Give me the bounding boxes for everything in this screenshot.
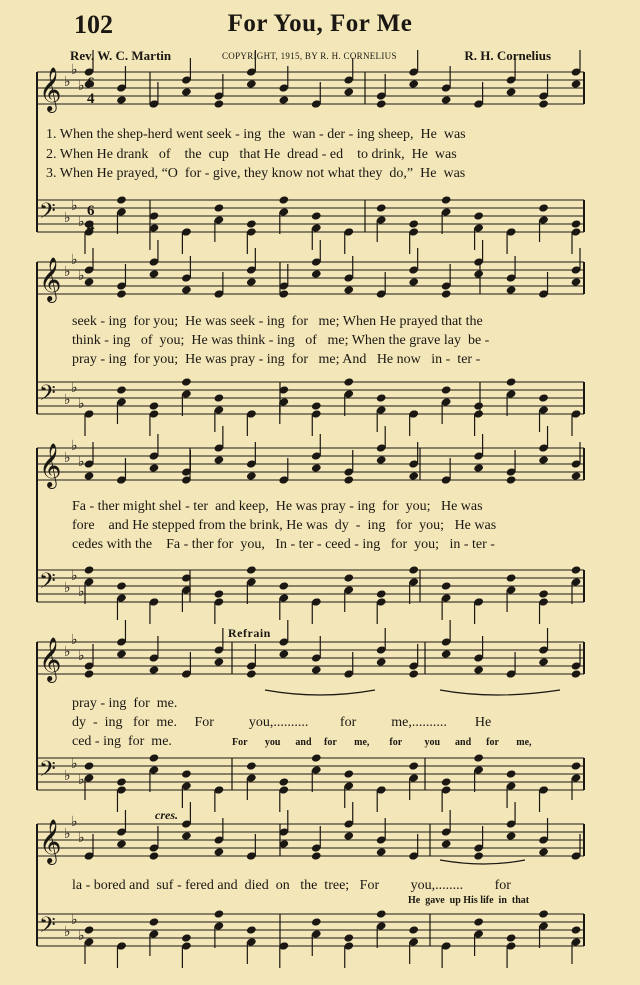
refrain-marking: Refrain [228,626,271,640]
note-head [538,455,549,464]
note-head [213,589,224,598]
note-head [84,761,95,770]
note-head [246,79,257,88]
note-head [311,851,322,860]
flat-sign: ♭ [71,912,78,928]
note-head [376,909,387,918]
flat-sign: ♭ [71,62,78,78]
note-head [376,203,387,212]
note-head [116,581,127,590]
note-head [116,95,127,104]
flat-sign: ♭ [78,268,85,284]
note-head [408,565,419,574]
note-head [213,393,224,402]
note-head [246,925,257,934]
note-head [311,211,322,220]
flat-sign: ♭ [64,392,71,408]
note-head [376,657,387,666]
note-head [116,195,127,204]
note-head [571,471,582,480]
note-head [213,455,224,464]
note-head [149,851,160,860]
flat-sign: ♭ [78,214,85,230]
flat-sign: ♭ [78,772,85,788]
note-head [343,769,354,778]
composer: R. H. Cornelius [464,48,551,63]
lyric-line: think - ing of you; He was think - ing of me; When the grave lay be - [72,333,490,348]
flat-sign: ♭ [71,438,78,454]
note-head [181,285,192,294]
bass-clef: 𝄢 [39,757,56,787]
lyric-line: 1. When the shep-herd went seek - ing the wan - der - ing sheep, He was [46,127,466,142]
note-head [149,269,160,278]
note-head [408,277,419,286]
note-head [246,471,257,480]
note-head [116,649,127,658]
note-head [538,909,549,918]
flat-sign: ♭ [64,74,71,90]
flat-sign: ♭ [78,396,85,412]
note-head [376,99,387,108]
note-head [213,203,224,212]
note-head [473,401,484,410]
note-head [408,471,419,480]
lyric-line: seek - ing for you; He was seek - ing for me; When He prayed that the [72,314,483,329]
note-head [571,669,582,678]
note-head [506,831,517,840]
note-head [408,219,419,228]
crescendo-marking: cres. [155,808,178,822]
lyric-line: cedes with the Fa - ther for you, In - ter - ceed - ing for you; in - ter - [72,537,495,552]
flat-sign: ♭ [71,756,78,772]
flat-sign: ♭ [71,380,78,396]
note-head [213,909,224,918]
note-head [246,277,257,286]
note-head [213,847,224,856]
note-head [571,565,582,574]
note-head [441,385,452,394]
note-head [571,277,582,286]
note-head [571,79,582,88]
note-head [473,851,484,860]
note-head [473,269,484,278]
note-head [213,657,224,666]
note-head [408,669,419,678]
note-head [441,649,452,658]
note-head [246,219,257,228]
note-head [343,285,354,294]
note-head [473,463,484,472]
note-head [376,847,387,856]
copyright-notice: COPYRIGHT, 1915, BY R. H. CORNELIUS [222,51,397,61]
note-head [343,475,354,484]
note-head [408,79,419,88]
note-head [571,761,582,770]
flat-sign: ♭ [64,826,71,842]
lyric-line: Fa - ther might shel - ter and keep, He was pray - ing for you; He was [72,499,483,514]
flat-sign: ♭ [78,78,85,94]
note-head [246,669,257,678]
note-head [538,203,549,212]
note-head [506,87,517,96]
note-head [343,933,354,942]
note-head [246,565,257,574]
lyric-line: dy - ing for me. For you,.......... for me,.......... He [72,715,492,730]
note-head [311,401,322,410]
note-head [116,777,127,786]
flat-sign: ♭ [78,648,85,664]
bass-clef: 𝄢 [39,913,56,943]
note-head [116,839,127,848]
note-head [408,925,419,934]
lyric-line-small: He gave up His life in that [408,895,530,906]
note-head [473,211,484,220]
note-head [116,385,127,394]
note-head [84,277,95,286]
note-head [149,753,160,762]
note-head [311,463,322,472]
note-head [376,589,387,598]
note-head [538,657,549,666]
time-signature-bottom: 4 [87,91,95,107]
flat-sign: ♭ [64,924,71,940]
bass-clef: 𝄢 [39,569,56,599]
flat-sign: ♭ [71,814,78,830]
slur [265,690,375,695]
note-head [278,581,289,590]
lyric-line: la - bored and suf - fered and died on the tree; For you,........ for [72,878,511,893]
note-head [278,95,289,104]
lyricist: Rev. W. C. Martin [70,48,172,63]
treble-clef: 𝄞 [39,67,62,111]
note-head [473,917,484,926]
note-head [343,573,354,582]
note-head [213,99,224,108]
lyric-line: pray - ing for you; He was pray - ing for me; And He now in - ter - [72,352,481,367]
treble-clef: 𝄞 [39,257,62,301]
note-head [538,589,549,598]
note-head [343,831,354,840]
note-head [311,917,322,926]
flat-sign: ♭ [78,584,85,600]
flat-sign: ♭ [64,450,71,466]
hymn-title: For You, For Me [227,10,413,37]
note-head [538,847,549,856]
note-head [311,753,322,762]
treble-clef: 𝄞 [39,819,62,863]
note-head [506,769,517,778]
flat-sign: ♭ [71,252,78,268]
note-head [506,285,517,294]
bass-clef: 𝄢 [39,199,56,229]
treble-clef: 𝄞 [39,637,62,681]
time-signature-top: 6 [87,203,95,219]
note-head [149,917,160,926]
note-head [149,401,160,410]
flat-sign: ♭ [78,928,85,944]
note-head [538,393,549,402]
note-head [84,925,95,934]
slur [440,860,525,864]
flat-sign: ♭ [78,454,85,470]
lyric-line-small: For you and for me, for you and for me, [232,737,532,748]
hymn-number: 102 [74,10,113,39]
flat-sign: ♭ [71,632,78,648]
note-head [181,933,192,942]
note-head [278,649,289,658]
slur [440,690,560,695]
note-head [181,831,192,840]
note-head [408,761,419,770]
note-head [343,377,354,386]
lyric-line: 2. When He drank of the cup that He dread - ed to drink, He was [46,147,457,162]
note-head [571,925,582,934]
flat-sign: ♭ [64,210,71,226]
lyric-line: 3. When He prayed, “O for - give, they know not what they do,” He was [46,166,466,181]
flat-sign: ♭ [64,264,71,280]
flat-sign: ♭ [64,768,71,784]
note-head [278,195,289,204]
note-head [246,761,257,770]
note-head [376,393,387,402]
note-head [473,753,484,762]
note-head [441,839,452,848]
note-head [506,377,517,386]
treble-clef: 𝄞 [39,443,62,487]
flat-sign: ♭ [78,830,85,846]
flat-sign: ♭ [71,198,78,214]
note-head [311,269,322,278]
note-head [149,463,160,472]
lyric-line: pray - ing for me. [72,696,178,711]
note-head [571,219,582,228]
note-head [181,377,192,386]
flat-sign: ♭ [64,580,71,596]
note-head [473,665,484,674]
note-head [84,471,95,480]
note-head [441,581,452,590]
lyric-line: ced - ing for me. [72,734,172,749]
time-signature-top: 6 [87,75,95,91]
note-head [506,573,517,582]
flat-sign: ♭ [71,568,78,584]
note-head [84,565,95,574]
note-head [116,289,127,298]
note-head [311,665,322,674]
note-head [538,99,549,108]
note-head [149,665,160,674]
bass-clef: 𝄢 [39,381,56,411]
note-head [441,95,452,104]
note-head [84,669,95,678]
note-head [278,777,289,786]
note-head [441,195,452,204]
time-signature-bottom: 4 [87,219,95,235]
note-head [506,933,517,942]
note-head [441,289,452,298]
note-head [441,777,452,786]
note-head [343,87,354,96]
note-head [181,769,192,778]
note-head [181,87,192,96]
note-head [506,475,517,484]
flat-sign: ♭ [64,644,71,660]
note-head [376,455,387,464]
lyric-line: fore and He stepped from the brink, He was dy - ing for you; He was [72,518,497,533]
